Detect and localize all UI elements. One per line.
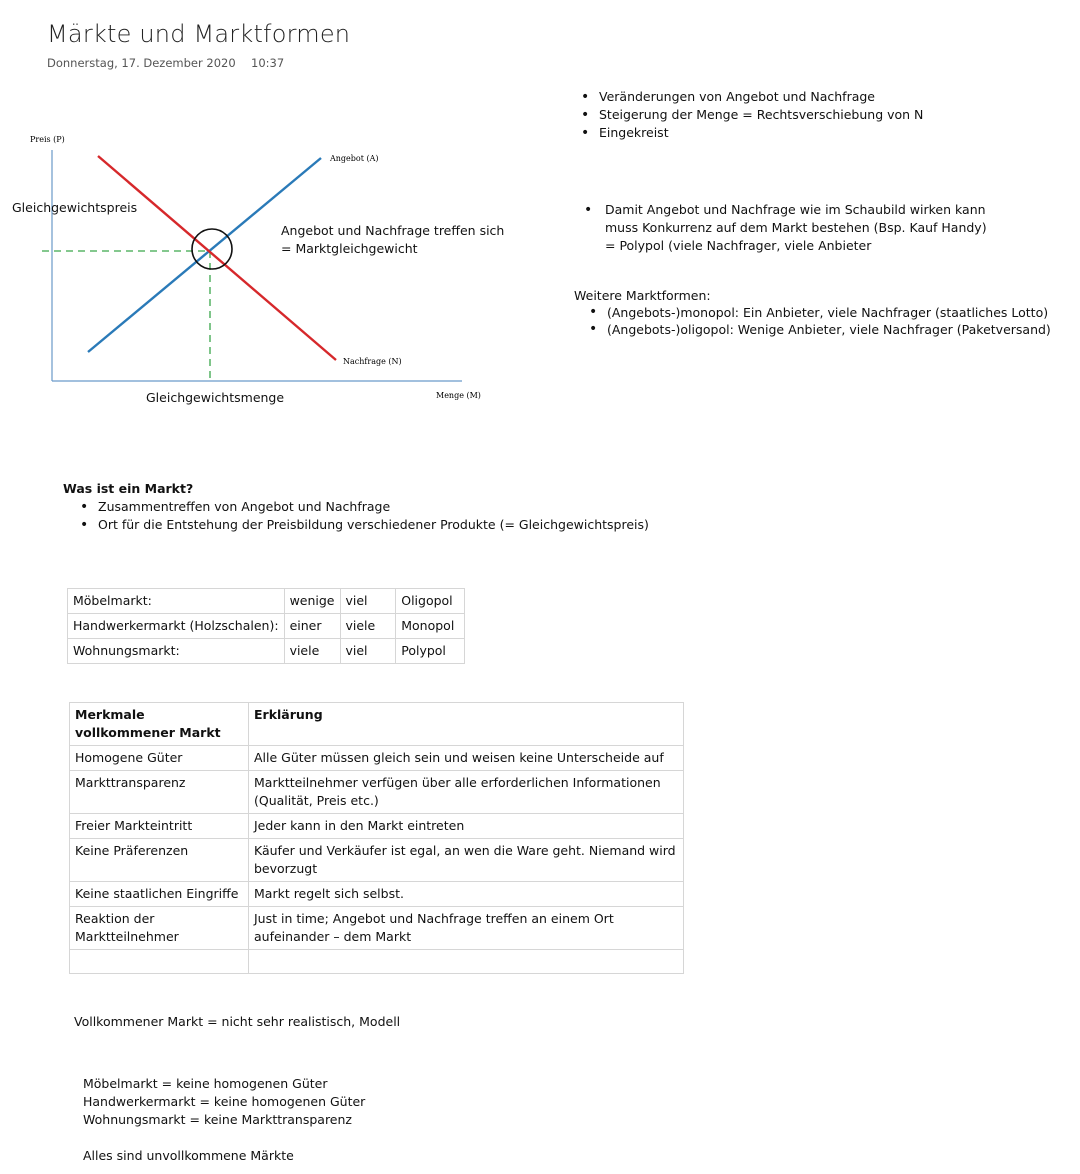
footer-line: Möbelmarkt = keine homogenen Güter — [83, 1076, 328, 1091]
table-cell: wenige — [284, 589, 340, 614]
table-cell: einer — [284, 614, 340, 639]
footer-line: Handwerkermarkt = keine homogenen Güter — [83, 1094, 366, 1109]
notes-mid-line-3: = Polypol (viele Nachfrager, viele Anbieter — [605, 238, 872, 253]
table-header-row — [70, 703, 684, 746]
list-item: • (Angebots-)oligopol: Wenige Anbieter, viele Nachfrager (Paketversand) — [587, 321, 1051, 338]
table-cell: viel — [340, 589, 396, 614]
list-item: • Eingekreist — [579, 124, 923, 142]
conclusion: Alles sind unvollkommene Märkte — [83, 1148, 294, 1163]
table-cell: Jeder kann in den Markt eintreten — [249, 814, 684, 839]
list-item: • (Angebots-)monopol: Ein Anbieter, viele Nachfrager (staatliches Lotto) — [587, 304, 1051, 321]
table-cell: Handwerkermarkt (Holzschalen): — [68, 614, 285, 639]
table-row — [70, 746, 684, 771]
notes-mid — [582, 201, 987, 255]
footer-line: Wohnungsmarkt = keine Markttransparenz — [83, 1112, 352, 1127]
table-row — [70, 814, 684, 839]
table-cell: Markttransparenz — [70, 771, 249, 814]
table-cell: viel — [340, 639, 396, 664]
merkmal-table — [69, 702, 684, 974]
weitere-marktformen — [574, 287, 1051, 338]
table-cell: Freier Markteintritt — [70, 814, 249, 839]
was-ist-heading: Was ist ein Markt? — [63, 481, 194, 496]
list-item: • Zusammentreffen von Angebot und Nachfrage — [78, 498, 649, 516]
table-cell: Oligopol — [396, 589, 465, 614]
table-cell — [249, 950, 684, 974]
markt-table-container — [67, 588, 465, 664]
table-cell: Möbelmarkt: — [68, 589, 285, 614]
table-row — [70, 839, 684, 882]
table-cell: Reaktion der Marktteilnehmer — [70, 907, 249, 950]
table-header-cell: Erklärung — [249, 703, 684, 746]
table-cell: Keine Präferenzen — [70, 839, 249, 882]
list-item: • Ort für die Entstehung der Preisbildung verschiedener Produkte (= Gleichgewichtspreis) — [78, 516, 649, 534]
supply-label: Angebot (A) — [330, 154, 379, 163]
table-cell — [70, 950, 249, 974]
table-row — [68, 589, 465, 614]
list-item: • Damit Angebot und Nachfrage wie im Schaubild wirken kann — [582, 201, 987, 219]
table-cell: Polypol — [396, 639, 465, 664]
notes-mid-line-2: muss Konkurrenz auf dem Markt bestehen (Bsp. Kauf Handy) — [605, 220, 987, 235]
annotation-line-1: Angebot und Nachfrage treffen sich — [281, 223, 505, 238]
page-date: Donnerstag, 17. Dezember 2020 — [47, 56, 236, 70]
table-cell: Marktteilnehmer verfügen über alle erforderlichen Informationen (Qualität, Preis etc.) — [249, 771, 684, 814]
x-axis-label: Menge (M) — [436, 391, 481, 400]
diagram-svg — [0, 120, 520, 420]
equilibrium-quantity-label: Gleichgewichtsmenge — [146, 390, 285, 405]
footer-lines — [83, 1075, 365, 1129]
equilibrium-price-label: Gleichgewichtspreis — [12, 200, 138, 215]
merkmal-table-container — [69, 702, 684, 974]
table-cell: Keine staatlichen Eingriffe — [70, 882, 249, 907]
table-row — [70, 882, 684, 907]
table-row — [70, 771, 684, 814]
y-axis-label: Preis (P) — [30, 135, 65, 144]
page-title: Märkte und Marktformen — [47, 20, 351, 48]
list-item: • Steigerung der Menge = Rechtsverschiebung von N — [579, 106, 923, 124]
markt-table — [67, 588, 465, 664]
table-cell: Just in time; Angebot und Nachfrage treffen an einem Ort aufeinander – dem Markt — [249, 907, 684, 950]
table-cell: Käufer und Verkäufer ist egal, an wen die Ware geht. Niemand wird bevorzugt — [249, 839, 684, 882]
page-time: 10:37 — [251, 56, 285, 70]
table-row — [70, 950, 684, 974]
annotation-line-2: = Marktgleichgewicht — [281, 241, 418, 256]
table-row — [68, 639, 465, 664]
table-cell: Monopol — [396, 614, 465, 639]
was-ist-ein-markt — [63, 480, 649, 534]
table-row — [68, 614, 465, 639]
table-cell: Markt regelt sich selbst. — [249, 882, 684, 907]
table-cell: Homogene Güter — [70, 746, 249, 771]
table-cell: viele — [340, 614, 396, 639]
table-cell: Alle Güter müssen gleich sein und weisen keine Unterscheide auf — [249, 746, 684, 771]
list-item: • Veränderungen von Angebot und Nachfrage — [579, 88, 923, 106]
vollkommener-markt-note: Vollkommener Markt = nicht sehr realistisch, Modell — [74, 1014, 401, 1029]
notes-top — [579, 88, 923, 142]
weitere-heading: Weitere Marktformen: — [574, 288, 711, 303]
table-cell: viele — [284, 639, 340, 664]
demand-curve — [98, 156, 336, 360]
supply-demand-diagram — [0, 120, 520, 420]
demand-label: Nachfrage (N) — [343, 357, 402, 366]
table-header-cell: Merkmale vollkommener Markt — [70, 703, 249, 746]
equilibrium-annotation — [281, 222, 504, 258]
table-row — [70, 907, 684, 950]
table-cell: Wohnungsmarkt: — [68, 639, 285, 664]
